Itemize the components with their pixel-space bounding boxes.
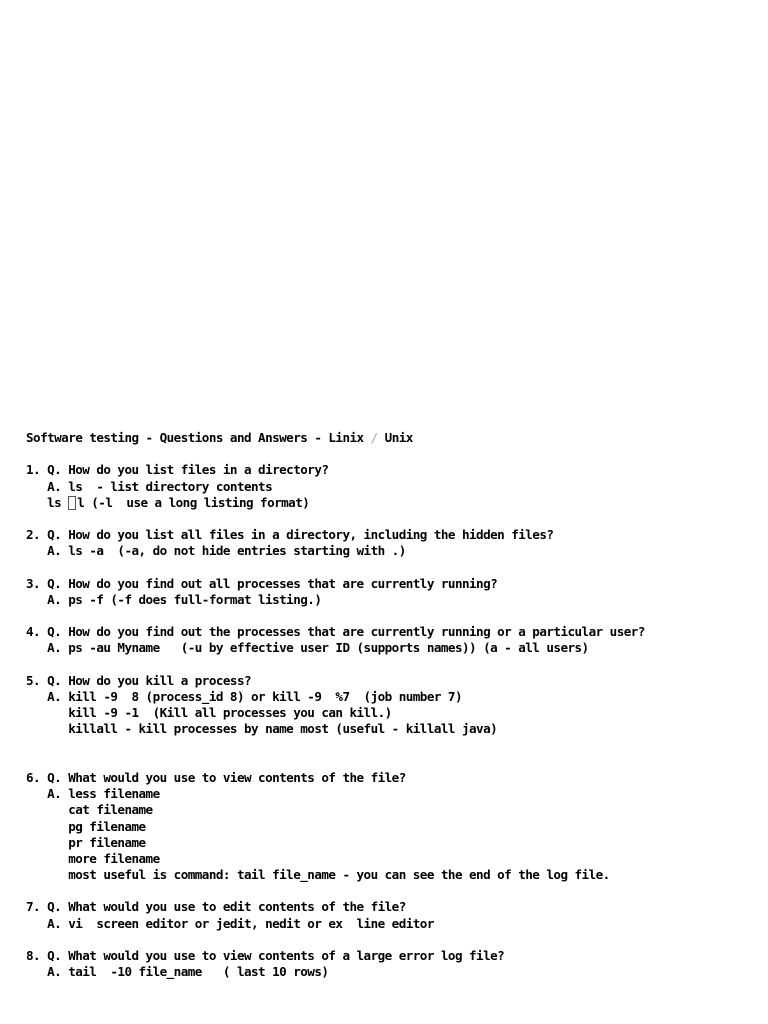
question-4: 4. Q. How do you find out the processes that are currently running or a particular user? (26, 624, 645, 640)
answer-6-line-4: pr filename (26, 834, 146, 850)
answer-3-line-1: A. ps -f (-f does full-format listing.) (26, 591, 322, 607)
answer-6-line-6: most useful is command: tail file_name - you can see the end of the log file. (26, 867, 610, 883)
question-5: 5. Q. How do you kill a process? (26, 672, 252, 688)
document-body (26, 430, 645, 980)
answer-5-line-2: kill -9 -1 (Kill all processes you can kill.) (26, 705, 392, 721)
answer-1-line-1: A. ls - list directory contents (26, 478, 273, 494)
answer-6-line-2: cat filename (26, 802, 153, 818)
answer-2-line-1: A. ls -a (-a, do not hide entries starting with .) (26, 543, 406, 559)
question-3: 3. Q. How do you find out all processes that are currently running? (26, 575, 498, 591)
title-text-right: Unix (377, 430, 413, 445)
answer-6-line-5: more filename (26, 850, 160, 866)
answer-1-line-2 (26, 495, 645, 511)
question-1: 1. Q. How do you list files in a directory? (26, 462, 329, 478)
unknown-glyph-icon (68, 496, 76, 510)
answer-4-line-1: A. ps -au Myname (-u by effective user ID (supports names)) (a - all users) (26, 640, 589, 656)
answer-6-line-3: pg filename (26, 818, 146, 834)
answer-7-line-1: A. vi screen editor or jedit, nedit or ex line editor (26, 915, 434, 931)
answer-5-line-1: A. kill -9 8 (process_id 8) or kill -9 %7 (job number 7) (26, 689, 462, 704)
answer-6-line-1: A. less filename (26, 786, 160, 802)
title-text-left: Software testing - Questions and Answers - Linix (26, 430, 371, 445)
question-2: 2. Q. How do you list all files in a directory, including the hidden files? (26, 527, 554, 543)
title-slash: / (370, 430, 378, 445)
answer-8-line-1: A. tail -10 file_name ( last 10 rows) (26, 964, 329, 980)
question-7: 7. Q. What would you use to edit contents of the file? (26, 899, 406, 915)
question-8: 8. Q. What would you use to view contents of a large error log file? (26, 948, 505, 964)
answer-1-line-2-suffix: l (-l use a long listing format) (77, 494, 310, 510)
answer-1-line-2-prefix: ls (26, 494, 69, 510)
answer-5-line-3: killall - kill processes by name most (useful - killall java) (26, 721, 498, 737)
question-6: 6. Q. What would you use to view contents of the file? (26, 769, 406, 785)
document-title (26, 430, 645, 446)
